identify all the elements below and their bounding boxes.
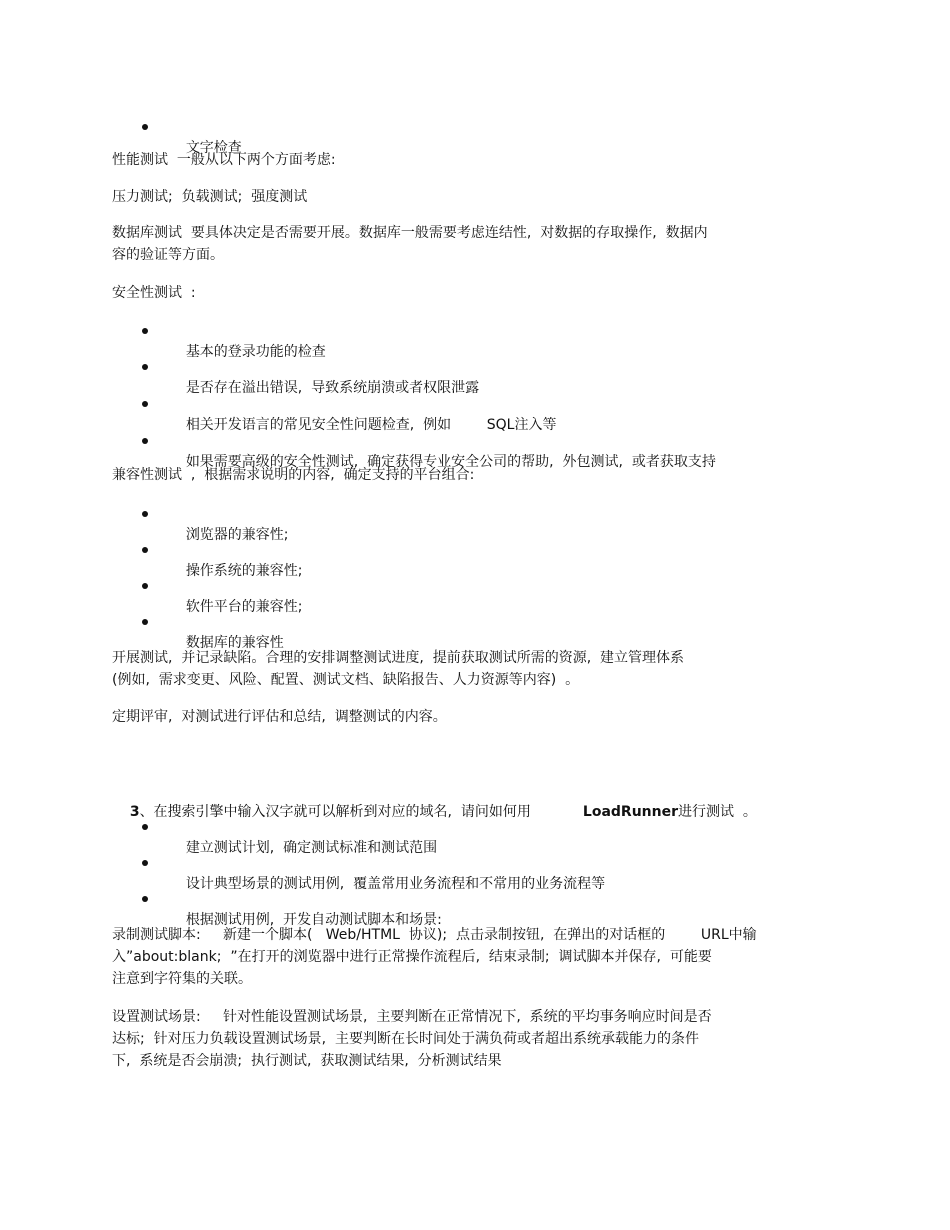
para-periodic-review: 定期评审, 对测试进行评估和总结, 调整测试的内容。	[112, 709, 447, 725]
para-setup-scenario: 设置测试场景: 针对性能设置测试场景, 主要判断在正常情况下, 系统的平均事务响应时间是否 达标; 针对压力负载设置测试场景, 主要判断在长时间处于满负荷或者超出系统承载能力的条件 下, 系统是否会崩溃; 执行测试, 获取测试结果, 分析测试结果	[112, 1009, 712, 1069]
bullet-dot	[142, 583, 148, 589]
bullet-dot	[142, 511, 148, 517]
bullet-login-check: 基本的登录功能的检查	[112, 319, 326, 385]
para-execute-tests: 开展测试, 并记录缺陷。合理的安排调整测试进度, 提前获取测试所需的资源, 建立管理体系 (例如, 需求变更、风险、配置、测试文档、缺陷报告、人力资源等内容) 。	[112, 650, 685, 688]
bullet-test-scripts: 根据测试用例, 开发自动测试脚本和场景:	[112, 887, 442, 953]
bullet-dot	[142, 328, 148, 334]
bullet-browser-compat: 浏览器的兼容性;	[112, 502, 289, 568]
para-database-test: 数据库测试 要具体决定是否需要开展。数据库一般需要考虑连结性, 对数据的存取操作, 数据内 容的验证等方面。	[112, 225, 708, 263]
bullet-dot	[142, 124, 148, 130]
bullet-advanced-security: 如果需要高级的安全性测试, 确定获得专业安全公司的帮助, 外包测试, 或者获取支持	[112, 429, 908, 495]
bullet-dot	[142, 438, 148, 444]
para-performance-test: 性能测试 一般从以下两个方面考虑:	[112, 152, 336, 168]
para-security-test: 安全性测试 :	[112, 285, 196, 301]
bullet-database-compat: 数据库的兼容性	[112, 610, 284, 676]
bullet-sql-injection: 相关开发语言的常见安全性问题检查, 例如 SQL注入等	[112, 392, 556, 458]
bullet-dot	[142, 896, 148, 902]
para-stress-tests: 压力测试; 负载测试; 强度测试	[112, 189, 308, 205]
bullet-test-plan: 建立测试计划, 确定测试标准和测试范围	[112, 815, 437, 881]
para-record-script: 录制测试脚本: 新建一个脚本( Web/HTML 协议); 点击录制按钮, 在弹出的对话框的 URL中输 入”about:blank; ”在打开的浏览器中进行正常操作流程后, 结束录制; 调试脚本并保存, 可能要 注意到字符集的关联。	[112, 927, 757, 987]
question-text-before: 、在搜索引擎中输入汉字就可以解析到对应的域名, 请问如何用	[139, 804, 531, 820]
bullet-test-cases: 设计典型场景的测试用例, 覆盖常用业务流程和不常用的业务流程等	[112, 851, 605, 917]
bullet-dot	[142, 824, 148, 830]
bullet-software-platform-compat: 软件平台的兼容性;	[112, 574, 303, 640]
bullet-dot	[142, 401, 148, 407]
bullet-dot	[142, 547, 148, 553]
question-tool-name: LoadRunner	[582, 804, 679, 820]
bullet-dot	[142, 364, 148, 370]
bullet-text-check: 文字检查	[112, 115, 242, 181]
bullet-dot	[142, 860, 148, 866]
para-compatibility-test: 兼容性测试 , 根据需求说明的内容, 确定支持的平台组合:	[112, 467, 475, 483]
question-number: 3	[129, 804, 140, 820]
question-text-after: 进行测试 。	[678, 804, 757, 820]
bullet-os-compat: 操作系统的兼容性;	[112, 538, 303, 604]
bullet-dot	[142, 619, 148, 625]
bullet-overflow-error: 是否存在溢出错误, 导致系统崩溃或者权限泄露	[112, 355, 479, 421]
